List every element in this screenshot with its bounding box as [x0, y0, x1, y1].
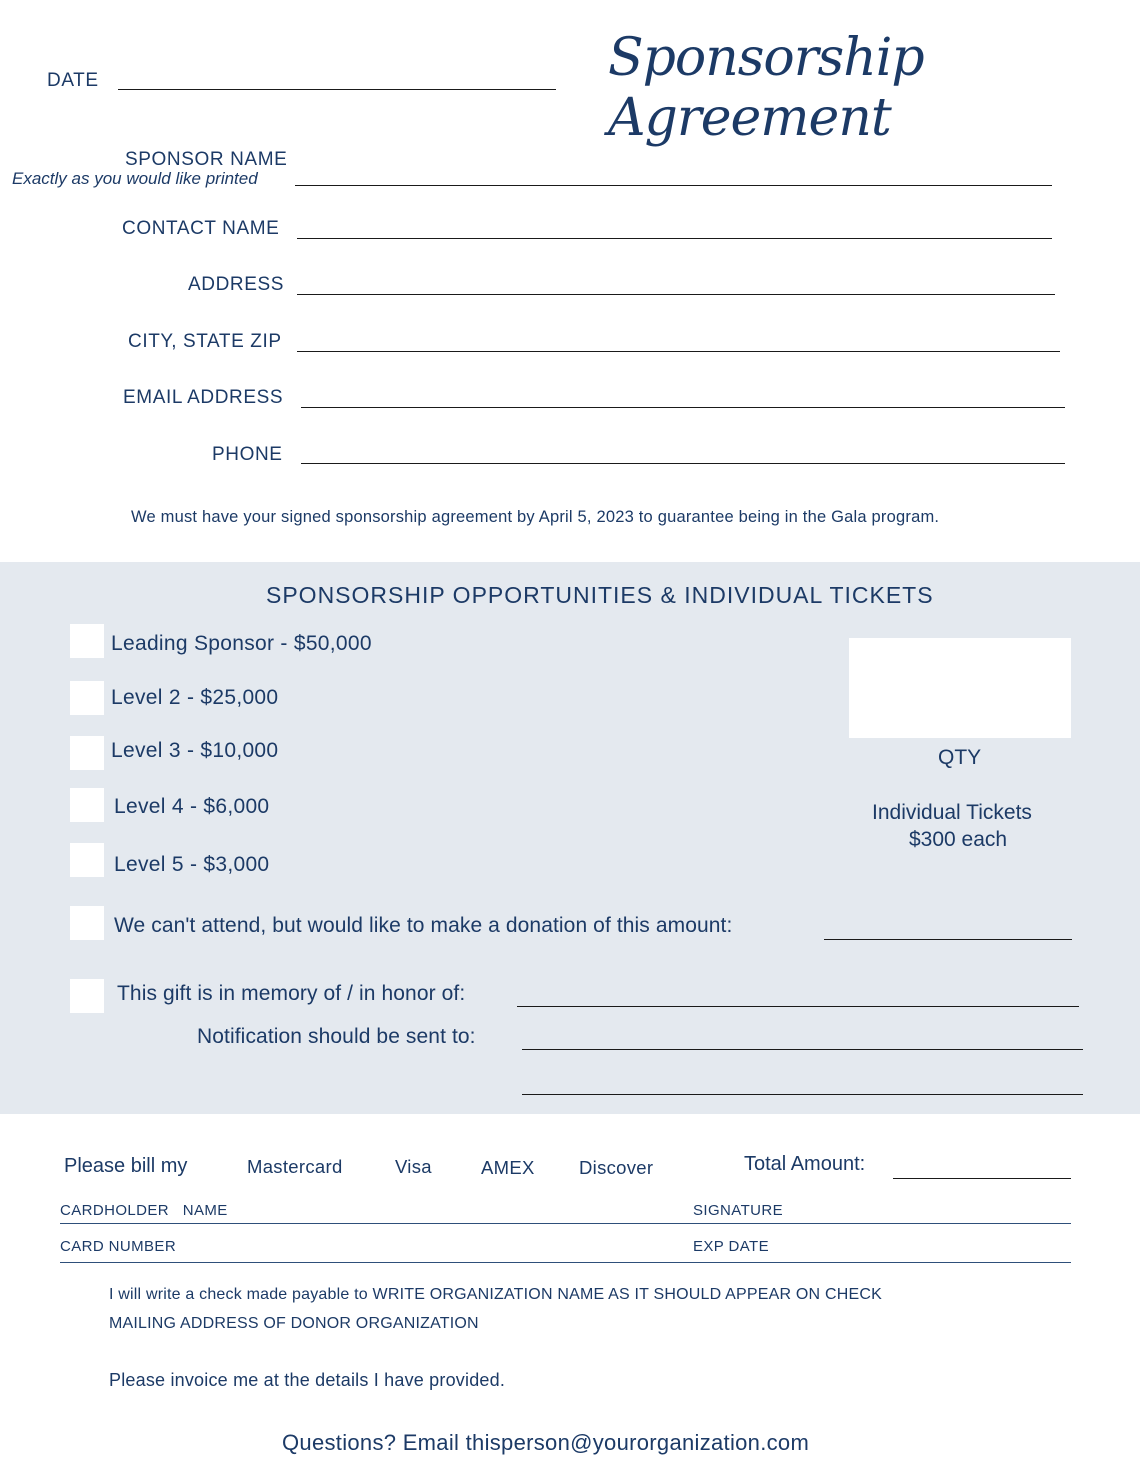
deadline-note: We must have your signed sponsorship agreement by April 5, 2023 to guarantee being in the Gala program. [131, 508, 940, 526]
level-2-label: Level 2 - $25,000 [111, 686, 279, 709]
total-amount-label: Total Amount: [744, 1153, 866, 1175]
check-payment-line: I will write a check made payable to WRITE ORGANIZATION NAME AS IT SHOULD APPEAR ON CHECK [109, 1286, 882, 1303]
please-bill-label: Please bill my [64, 1155, 188, 1177]
notification-field-2[interactable] [522, 1094, 1083, 1095]
level-5-label: Level 5 - $3,000 [114, 853, 270, 876]
card-number-expdate-field[interactable] [60, 1262, 1071, 1263]
level-3-label: Level 3 - $10,000 [111, 739, 279, 762]
level-1-label: Leading Sponsor - $50,000 [111, 632, 372, 655]
questions-footer: Questions? Email thisperson@yourorganization.com [282, 1430, 810, 1455]
page-title: Sponsorship Agreement [608, 28, 924, 148]
card-option-visa[interactable]: Visa [395, 1156, 432, 1177]
level-5-checkbox[interactable] [70, 843, 104, 877]
card-number-label: CARD NUMBER [60, 1238, 177, 1255]
cardholder-name-label: CARDHOLDER NAME [60, 1202, 228, 1219]
card-option-discover[interactable]: Discover [579, 1157, 654, 1178]
card-option-mastercard[interactable]: Mastercard [247, 1156, 343, 1177]
donation-checkbox[interactable] [70, 906, 104, 940]
city-state-zip-field[interactable] [297, 351, 1060, 352]
date-field[interactable] [118, 89, 556, 90]
donation-label: We can't attend, but would like to make a donation of this amount: [114, 914, 733, 937]
memory-field[interactable] [517, 1006, 1079, 1007]
phone-field[interactable] [301, 463, 1065, 464]
contact-name-label: CONTACT NAME [122, 218, 280, 239]
notification-field-1[interactable] [522, 1049, 1083, 1050]
email-address-label: EMAIL ADDRESS [123, 387, 284, 408]
phone-label: PHONE [212, 444, 283, 465]
ticket-title: Individual Tickets [872, 801, 1032, 824]
level-4-label: Level 4 - $6,000 [114, 795, 270, 818]
level-1-checkbox[interactable] [70, 624, 104, 658]
ticket-qty-label: QTY [938, 746, 982, 769]
total-amount-field[interactable] [893, 1178, 1071, 1179]
signature-label: SIGNATURE [693, 1202, 783, 1219]
level-4-checkbox[interactable] [70, 788, 104, 822]
address-field[interactable] [297, 294, 1055, 295]
notification-label: Notification should be sent to: [197, 1025, 476, 1048]
card-option-amex[interactable]: AMEX [481, 1157, 535, 1178]
sponsor-name-hint: Exactly as you would like printed [12, 169, 258, 188]
donation-amount-field[interactable] [824, 939, 1072, 940]
ticket-price: $300 each [909, 828, 1008, 851]
address-label: ADDRESS [188, 274, 285, 295]
cardholder-signature-field[interactable] [60, 1223, 1071, 1224]
exp-date-label: EXP DATE [693, 1238, 770, 1255]
level-2-checkbox[interactable] [70, 681, 104, 715]
level-3-checkbox[interactable] [70, 736, 104, 770]
contact-name-field[interactable] [297, 238, 1052, 239]
invoice-line: Please invoice me at the details I have provided. [109, 1370, 506, 1390]
memory-label: This gift is in memory of / in honor of: [117, 982, 466, 1005]
sponsor-name-label: SPONSOR NAME [125, 149, 288, 170]
email-address-field[interactable] [301, 407, 1065, 408]
memory-checkbox[interactable] [70, 979, 104, 1013]
date-label: DATE [47, 70, 99, 91]
ticket-qty-box[interactable] [849, 638, 1071, 738]
opportunities-heading: SPONSORSHIP OPPORTUNITIES & INDIVIDUAL TICKETS [266, 582, 934, 608]
sponsor-name-field[interactable] [295, 185, 1052, 186]
city-state-zip-label: CITY, STATE ZIP [128, 331, 282, 352]
mailing-address-line: MAILING ADDRESS OF DONOR ORGANIZATION [109, 1315, 479, 1332]
